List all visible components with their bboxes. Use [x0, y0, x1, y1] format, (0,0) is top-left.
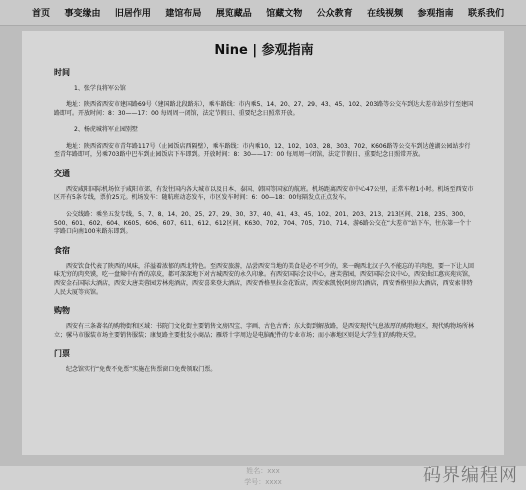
time-item1-name: 1、张学良将军公馆 — [74, 85, 126, 92]
section-heading-food: 食宿 — [54, 245, 70, 255]
nav-item-relics[interactable]: 馆藏文物 — [266, 9, 303, 19]
nav-item-exhibits[interactable]: 展览藏品 — [215, 9, 252, 19]
nav-item-residence[interactable]: 旧居作用 — [114, 9, 151, 19]
food-text: 西安饮食代表了陕西的风味，洋溢着浓郁的西北特色。至西安旅游，品尝西安当地的美食是必不可少的，来一碗西北汉子久不能忘的羊肉泡，要一下让人回味无穷的肉夹馍，吃一盘辣中有香的凉皮，都可深深地下对古城西安的永久印象。有西安国际会议中心，唐芙蓉园，西安国际会议中心，西安曲江惠宾苑宾馆，西安金石国际大酒店，西安大唐芙蓉园芳林苑酒店，西安喜来登大酒店，西安香格里拉金花饭店，西安索凯悦(阿房宫)酒店，西安香格里拉大酒店，西安索菲特人民大厦等宾馆。 — [54, 262, 475, 296]
nav-item-layout[interactable]: 建馆布局 — [165, 9, 202, 19]
section-heading-ticket: 门票 — [54, 349, 70, 359]
nav-item-education[interactable]: 公众教育 — [316, 9, 353, 19]
traffic-airport-text: 西安咸阳国际机场位于咸阳市郊，有发往国内各大城市以及日本、泰国、韩国等国家的航班。机场距离西安市中心47公里，正常车程1小时。机场至西安市区开有5条专线，票价25元。机场发车：随航班动态发车，市区发车时间：6：00—18：00每隔发点正点发车。 — [54, 185, 474, 202]
shopping-text: 西安有三条著名的购物街和区域：书院门文化街主要销售文房四宝、字画、古色古香；东大街到解放路，是西安现代气息浓厚的购物地区，现代购物场所林立；骡马市服装市场主要销售服装；康复路主要批发小商品；雁塔十字周边是电脑配件的专业市场；而小寨地区则是大学生们的购物天堂。 — [54, 323, 475, 339]
nav-item-video[interactable]: 在线视频 — [367, 9, 404, 19]
section-heading-time: 时间 — [54, 68, 70, 77]
time-item2-text: 地址：陕西省西安市青年路117号（止园饭店西隔壁），乘车路线：市内乘10、12、102、103、28、303、702、K606路等公交车到达莲湖公园站步行至青年路即可，另乘703路中巴车到止园饭店下车即到。开放时间：8：30——17：00 每周周一闭馆，法定节假日、重要纪念日照常开放。 — [54, 142, 471, 159]
page-title: Nine | 参观指南 — [214, 43, 314, 58]
watermark: 码界编程网 — [423, 465, 518, 486]
section-heading-shopping: 购物 — [54, 306, 70, 316]
section-heading-traffic: 交通 — [54, 168, 70, 178]
time-item2-name: 2、杨虎城将军止园别墅 — [74, 126, 138, 134]
main-content — [22, 31, 504, 455]
footer-name: 姓名：xxx — [246, 467, 280, 475]
nav-item-contact[interactable]: 联系我们 — [467, 9, 504, 19]
nav-item-guide[interactable]: 参观指南 — [417, 9, 454, 19]
time-item1-text: 地址：陕西省西安市建国路69号（建国路北段路东），乘车路线：市内乘5、14、20、27、29、43、45、102、203路等公交车到达大差市站步行至建国路即可。开放时间：8：30——17：00 每周周一闭馆，法定节假日、重要纪念日照常开放。 — [54, 101, 474, 117]
nav-item-cause[interactable]: 事变缘由 — [64, 9, 101, 19]
nav-item-home[interactable]: 首页 — [32, 9, 51, 19]
traffic-bus-text: 公交线路：乘坐五发专线，5、7、8、14、20、25、27、29、30、37、40、41、43、45、102、201、203、213、213区间、218、235、300、500、601、602、604、K605、606、607、611、612、612区间、K630、702、704、705、710、714、游6路公交在“大差市”站下车，往东第一个十字路口向南100米路东即到。 — [54, 210, 472, 236]
top-nav — [0, 0, 526, 26]
footer-student-id: 学号：xxxx — [244, 478, 282, 486]
ticket-text: 纪念馆实行“免费不免票”实施在售票窗口免费领取门票。 — [66, 366, 217, 374]
